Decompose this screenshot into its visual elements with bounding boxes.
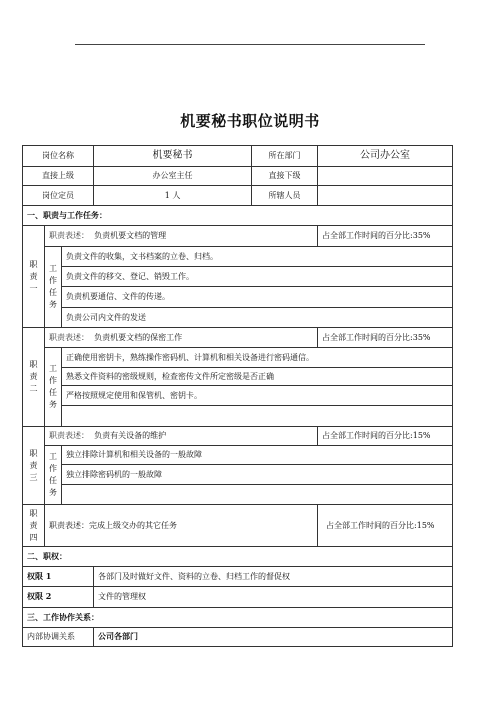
table-row [23, 186, 453, 206]
table-row [23, 587, 453, 608]
duty-1-task: 负责文件的收集，文书档案的立卷、归档。 [62, 247, 453, 267]
duty-4-pct: 占全部工作时间的百分比:15% [318, 505, 453, 547]
cell-staff-label: 所辖人员 [252, 186, 318, 206]
internal-relation-value: 公司各部门 [94, 628, 453, 647]
cell-staff [318, 186, 453, 206]
authority-2-value: 文件的管理权 [94, 587, 453, 608]
table-row [23, 505, 453, 547]
duty-2-desc: 职责表述： 负责机要文档的保密工作 [45, 328, 318, 348]
table-row [23, 206, 453, 226]
duty-4-desc: 职责表述：完成上级交办的其它任务 [45, 505, 318, 547]
table-row [23, 267, 453, 287]
duty-3-task-label: 工 作 任 务 [45, 446, 62, 505]
table-row [23, 446, 453, 465]
cell-subordinate [318, 167, 453, 186]
duty-2-task: 熟悉文件资料的密级规则，检查密传文件所定密级是否正确 [62, 368, 453, 386]
duty-2-task-label: 工 作 任 务 [45, 348, 62, 427]
job-description-table [22, 145, 453, 647]
cell-headcount-label: 岗位定员 [23, 186, 94, 206]
table-row [23, 567, 453, 587]
table-row [23, 247, 453, 267]
table-row [23, 308, 453, 328]
table-row [23, 386, 453, 406]
duty-2-label: 职 责 二 [23, 328, 45, 427]
header-rule [75, 44, 425, 45]
duty-1-desc: 职责表述： 负责机要文档的管理 [45, 226, 318, 247]
duty-1-pct: 占全部工作时间的百分比:35% [318, 226, 453, 247]
table-row [23, 167, 453, 186]
table-row [23, 226, 453, 247]
table-row [23, 427, 453, 446]
duty-1-task: 负责公司内文件的发送 [62, 308, 453, 328]
authority-2-label: 权限 2 [23, 587, 94, 608]
table-row [23, 608, 453, 628]
table-row [23, 465, 453, 485]
duty-3-task: 独立排除计算机和相关设备的一般故障 [62, 446, 453, 465]
duty-3-label: 职 责 三 [23, 427, 45, 505]
internal-relation-label: 内部协调关系 [23, 628, 94, 647]
duty-2-task: 严格按照规定使用和保管机、密钥卡。 [62, 386, 453, 406]
authority-1-label: 权限 1 [23, 567, 94, 587]
cell-superior-label: 直接上级 [23, 167, 94, 186]
table-row [23, 628, 453, 647]
duty-1-label: 职 责 一 [23, 226, 45, 328]
page-title: 机要秘书职位说明书 [180, 112, 320, 130]
duty-1-task: 负责机要通信、文件的传递。 [62, 287, 453, 308]
duty-3-desc: 职责表述： 负责有关设备的维护 [45, 427, 318, 446]
table-row [23, 547, 453, 567]
cell-position-name: 机要秘书 [94, 146, 252, 167]
cell-position-name-label: 岗位名称 [23, 146, 94, 167]
duty-1-task-label: 工 作 任 务 [45, 247, 62, 328]
section-duties-title: 一、职责与工作任务： [23, 206, 453, 226]
table-row [23, 328, 453, 348]
duty-2-task: 正确使用密钥卡，熟练操作密码机、计算机和相关设备进行密码通信。 [62, 348, 453, 368]
authority-1-value: 各部门及时做好文件、资料的立卷、归档工作的督促权 [94, 567, 453, 587]
table-row [23, 348, 453, 368]
cell-headcount: 1 人 [94, 186, 252, 206]
table-row [23, 368, 453, 386]
table-row [23, 287, 453, 308]
cell-department: 公司办公室 [318, 146, 453, 167]
duty-3-task [62, 485, 453, 505]
cell-department-label: 所在部门 [252, 146, 318, 167]
cell-superior: 办公室主任 [94, 167, 252, 186]
duty-3-task: 独立排除密码机的一般故障 [62, 465, 453, 485]
duty-4-label: 职 责 四 [23, 505, 45, 547]
section-cooperation-title: 三、工作协作关系： [23, 608, 453, 628]
duty-1-task: 负责文件的移交、登记、销毁工作。 [62, 267, 453, 287]
duty-2-pct: 占全部工作时间的百分比:35% [318, 328, 453, 348]
table-row [23, 146, 453, 167]
section-authority-title: 二、职权： [23, 547, 453, 567]
duty-3-pct: 占全部工作时间的百分比:15% [318, 427, 453, 446]
table-row [23, 406, 453, 427]
table-row [23, 485, 453, 505]
duty-2-task [62, 406, 453, 427]
cell-subordinate-label: 直接下级 [252, 167, 318, 186]
